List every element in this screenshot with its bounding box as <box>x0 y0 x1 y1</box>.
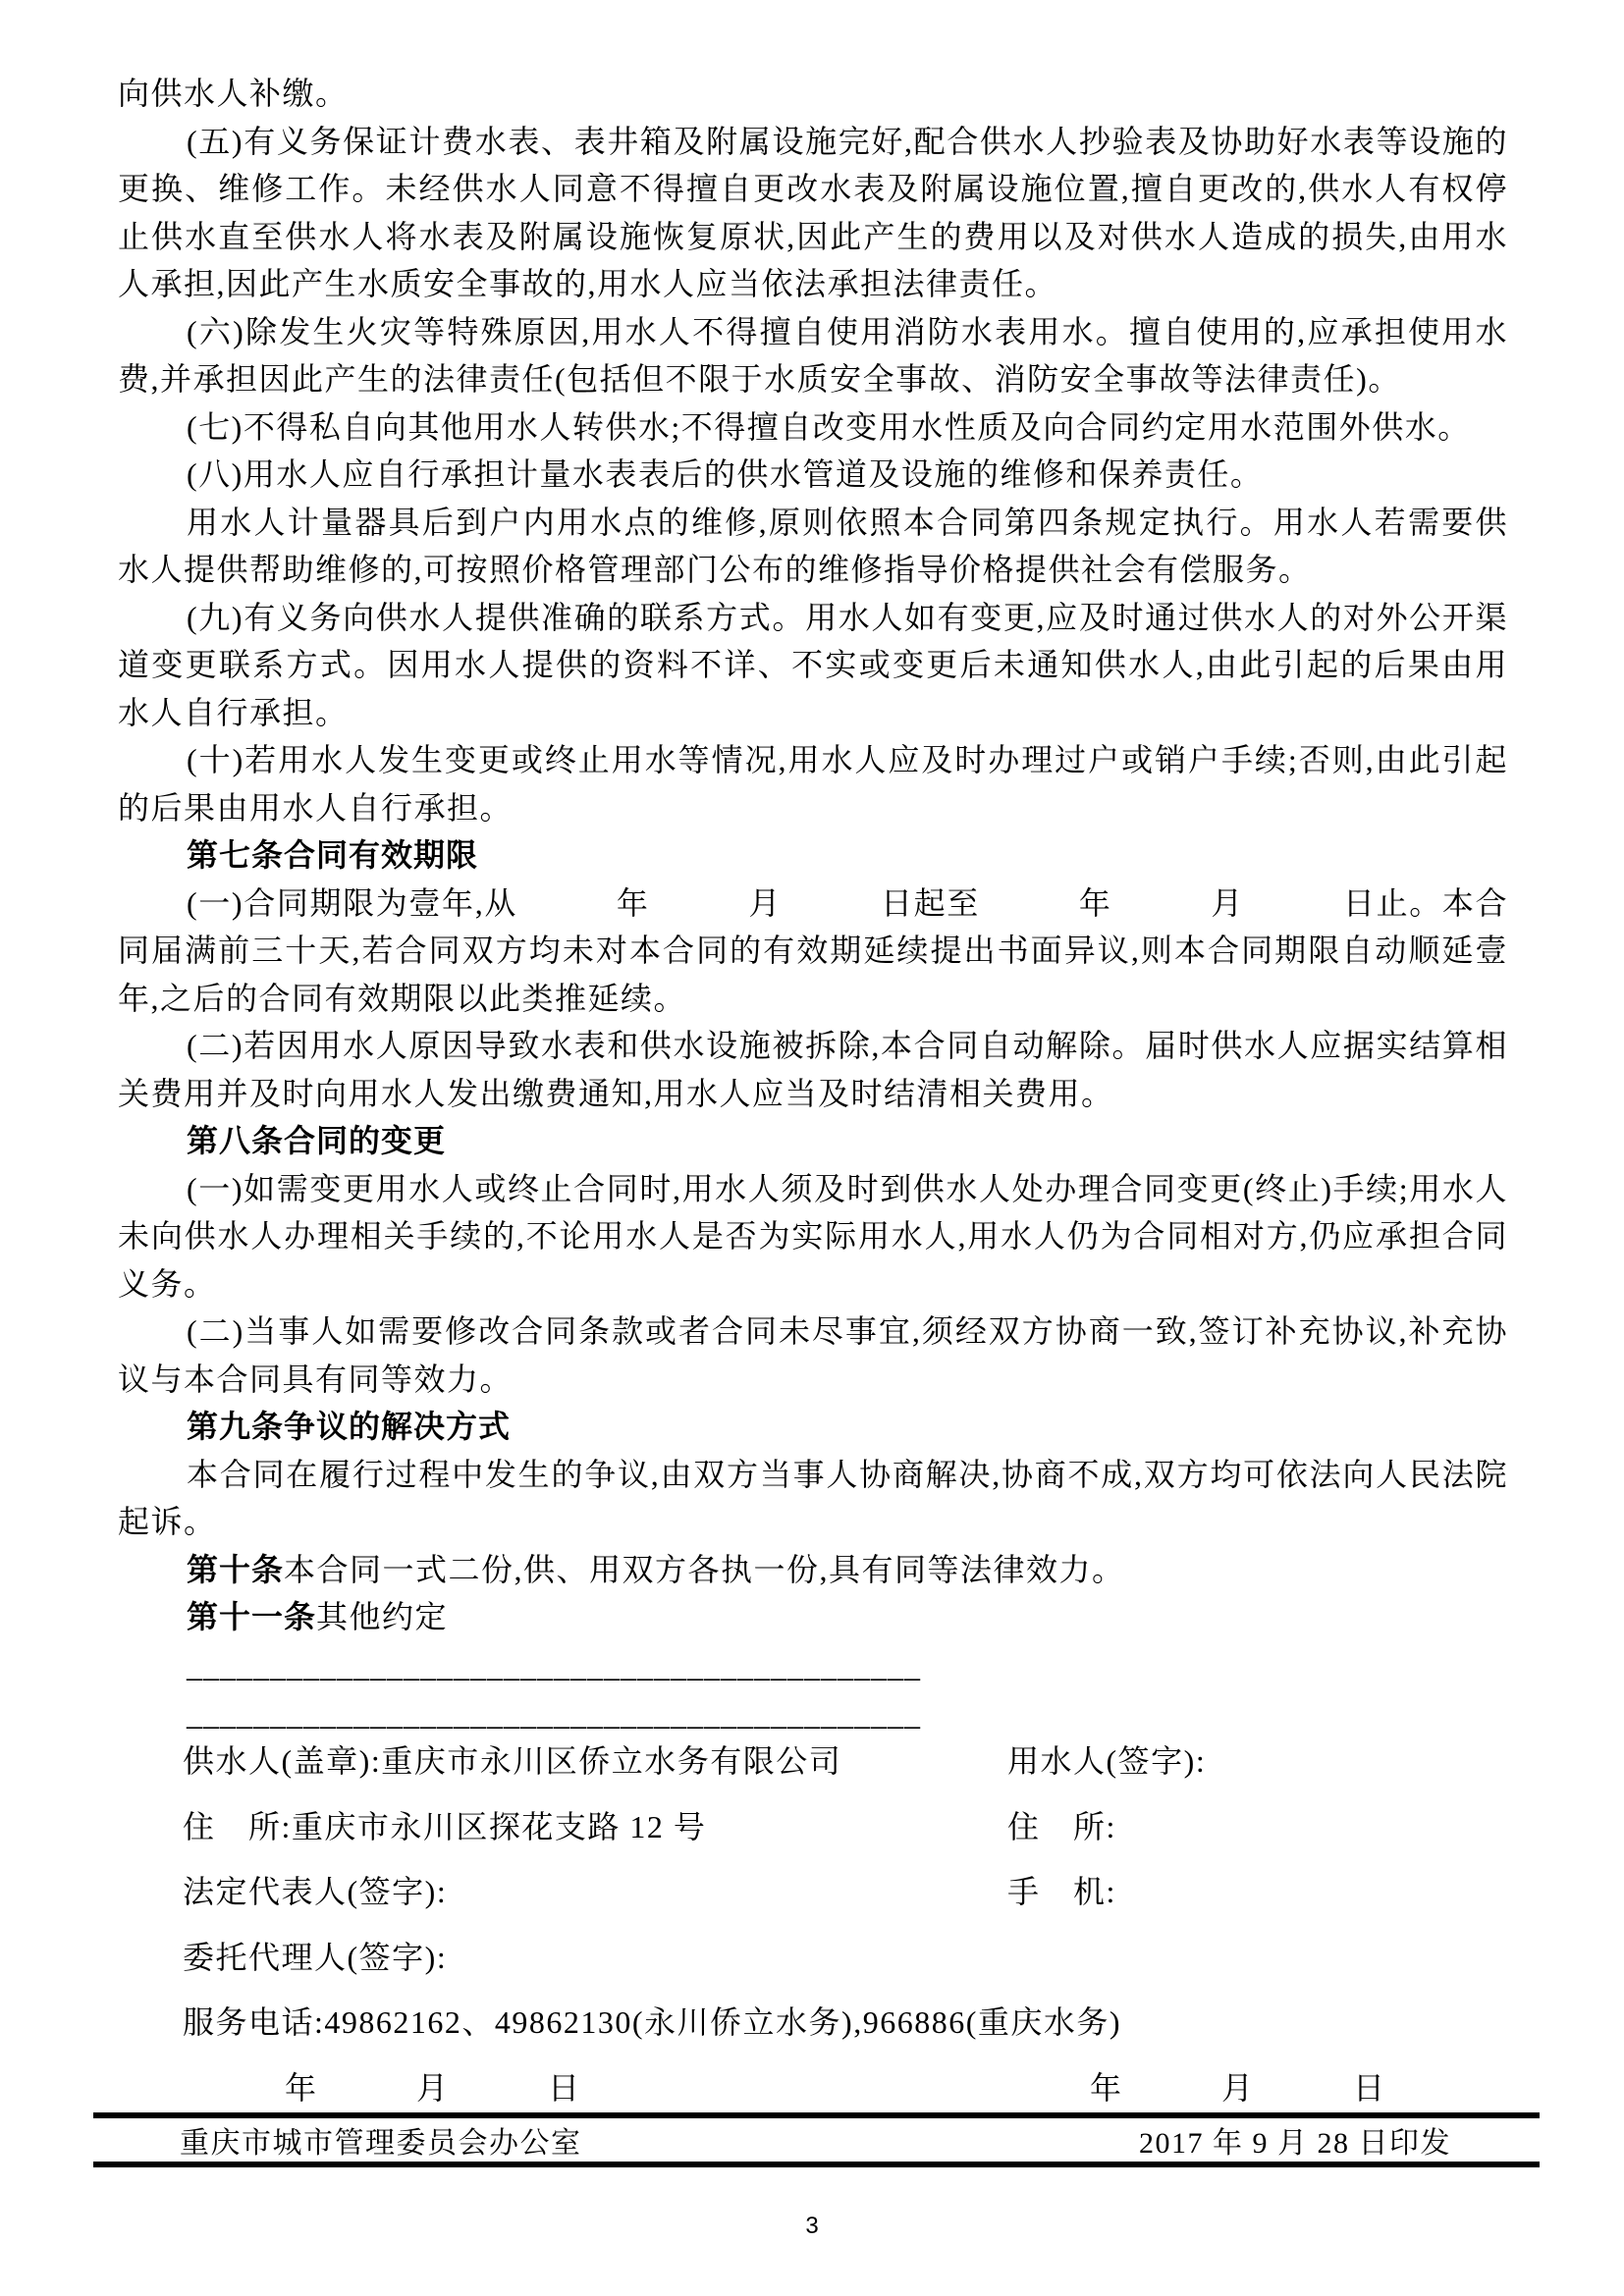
supplier-user-row-right: 用水人(签字): <box>1007 1743 1207 1779</box>
entrusted-agent-row <box>118 1934 1508 1982</box>
paragraph-text: 向供水人补缴。 <box>118 76 349 111</box>
paragraph-text: (一)如需变更用水人或终止合同时,用水人须及时到供水人处办理合同变更(终止)手续;用水人未向供水人办理相关手续的,不论用水人是否为实际用水人,用水人仍为合同相对方,仍应承担合同义务。 <box>118 1170 1508 1302</box>
section-heading <box>118 831 1508 880</box>
paragraph <box>118 594 1508 737</box>
paragraph <box>118 70 1508 118</box>
sign-date-row-left: 年 月 日 <box>285 2069 581 2106</box>
paragraph <box>118 880 1508 1023</box>
legal-representative-row-left: 法定代表人(签字): <box>183 1874 448 1909</box>
paragraph-text: 用水人计量器具后到户内用水点的维修,原则依照本合同第四条规定执行。用水人若需要供水人提供帮助维修的,可按照价格管理部门公布的维修指导价格提供社会有偿服务。 <box>118 504 1508 587</box>
paragraph <box>118 308 1508 403</box>
address-row-right: 住 所: <box>1007 1808 1116 1844</box>
paragraph <box>118 1451 1508 1546</box>
paragraph-text: (七)不得私自向其他用水人转供水;不得擅自改变用水性质及向合同约定用水范围外供水。 <box>187 408 1471 445</box>
address-row <box>118 1803 1508 1851</box>
page-number: 3 <box>805 2213 819 2239</box>
fill-in-line: ____________________________________________ <box>187 1695 921 1732</box>
paragraph <box>118 1022 1508 1117</box>
paragraph-text: (五)有义务保证计费水表、表井箱及附属设施完好,配合供水人抄验表及协助好水表等设施的更换、维修工作。未经供水人同意不得擅自更改水表及附属设施位置,擅自更改的,供水人有权停止供水直至供水人将水表及附属设施恢复原状,因此产生的费用以及对供水人造成的损失,由用水人承担,因此产生水质安全事故的,用水人应当依法承担法律责任。 <box>118 123 1508 301</box>
paragraph <box>118 403 1508 452</box>
paragraph-text: (八)用水人应自行承担计量水表表后的供水管道及设施的维修和保养责任。 <box>187 456 1264 492</box>
signature-rows <box>118 1737 1508 2111</box>
paragraph-text: 其他约定 <box>316 1599 449 1634</box>
paragraph-text: (二)若因用水人原因导致水表和供水设施被拆除,本合同自动解除。届时供水人应据实结算相关费用并及时向用水人发出缴费通知,用水人应当及时结清相关费用。 <box>118 1028 1508 1111</box>
paragraph <box>118 1546 1508 1594</box>
paragraph <box>118 1593 1508 1641</box>
supplier-user-row <box>118 1737 1508 1786</box>
supplier-user-row-left: 供水人(盖章):重庆市永川区侨立水务有限公司 <box>183 1743 842 1779</box>
clause-number-bold: 第十一条 <box>187 1599 317 1634</box>
footer-issue-date: 2017 年 9 月 28 日印发 <box>1139 2127 1451 2160</box>
entrusted-agent-row-left: 委托代理人(签字): <box>183 1939 448 1975</box>
paragraph <box>118 1308 1508 1403</box>
sign-date-row-right: 年 月 日 <box>1090 2069 1386 2106</box>
service-phone-row-right <box>1315 1999 1508 2047</box>
legal-representative-row <box>118 1868 1508 1916</box>
clause-number-bold: 第十条 <box>187 1551 285 1587</box>
paragraph-text: (一)合同期限为壹年,从 年 月 日起至 年 月 日止。本合同届满前三十天,若合同双方均未对本合同的有效期延续提出书面异议,则本合同期限自动顺延壹年,之后的合同有效期限以此类推延续。 <box>118 884 1508 1016</box>
clause-number-bold: 第九条争议的解决方式 <box>187 1409 512 1444</box>
fill-in-lines <box>118 1642 1508 1737</box>
clause-number-bold: 第八条合同的变更 <box>187 1123 447 1158</box>
paragraph-text: (二)当事人如需要修改合同条款或者合同未尽事宜,须经双方协商一致,签订补充协议,补充协议与本合同具有同等效力。 <box>118 1313 1508 1397</box>
paragraph <box>118 736 1508 831</box>
paragraph-text: (十)若用水人发生变更或终止用水等情况,用水人应及时办理过户或销户手续;否则,由此引起的后果由用水人自行承担。 <box>118 742 1508 826</box>
service-phone-row-left: 服务电话:49862162、49862130(永川侨立水务),966886(重庆水务) <box>183 2004 1122 2040</box>
footer-issuing-office: 重庆市城市管理委员会办公室 <box>180 2127 582 2160</box>
fill-in-line: ____________________________________________ <box>187 1648 921 1683</box>
paragraph <box>118 451 1508 499</box>
service-phone-row <box>118 1999 1508 2047</box>
clause-number-bold: 第七条合同有效期限 <box>187 837 479 873</box>
section-heading <box>118 1403 1508 1451</box>
sign-date-row <box>118 2064 1508 2112</box>
section-heading <box>118 1117 1508 1165</box>
paragraph <box>118 1165 1508 1308</box>
paragraph-text: 本合同一式二份,供、用双方各执一份,具有同等法律效力。 <box>284 1551 1125 1587</box>
paragraph-text: (九)有义务向供水人提供准确的联系方式。用水人如有变更,应及时通过供水人的对外公开渠道变更联系方式。因用水人提供的资料不详、不实或变更后未通知供水人,由此引起的后果由用水人自行承担。 <box>118 599 1508 730</box>
signature-section <box>118 1642 1508 2111</box>
paragraph-text: 本合同在履行过程中发生的争议,由双方当事人协商解决,协商不成,双方均可依法向人民法院起诉。 <box>118 1456 1508 1539</box>
paragraph <box>118 499 1508 594</box>
document-body <box>118 70 1508 1641</box>
paragraph-text: (六)除发生火灾等特殊原因,用水人不得擅自使用消防水表用水。擅自使用的,应承担使用水费,并承担因此产生的法律责任(包括但不限于水质安全事故、消防安全事故等法律责任)。 <box>118 313 1508 397</box>
legal-representative-row-right: 手 机: <box>1007 1874 1116 1909</box>
paragraph <box>118 118 1508 308</box>
entrusted-agent-row-right <box>978 1934 1508 1982</box>
document-footer <box>93 2112 1540 2167</box>
address-row-left: 住 所:重庆市永川区探花支路 12 号 <box>183 1808 707 1844</box>
